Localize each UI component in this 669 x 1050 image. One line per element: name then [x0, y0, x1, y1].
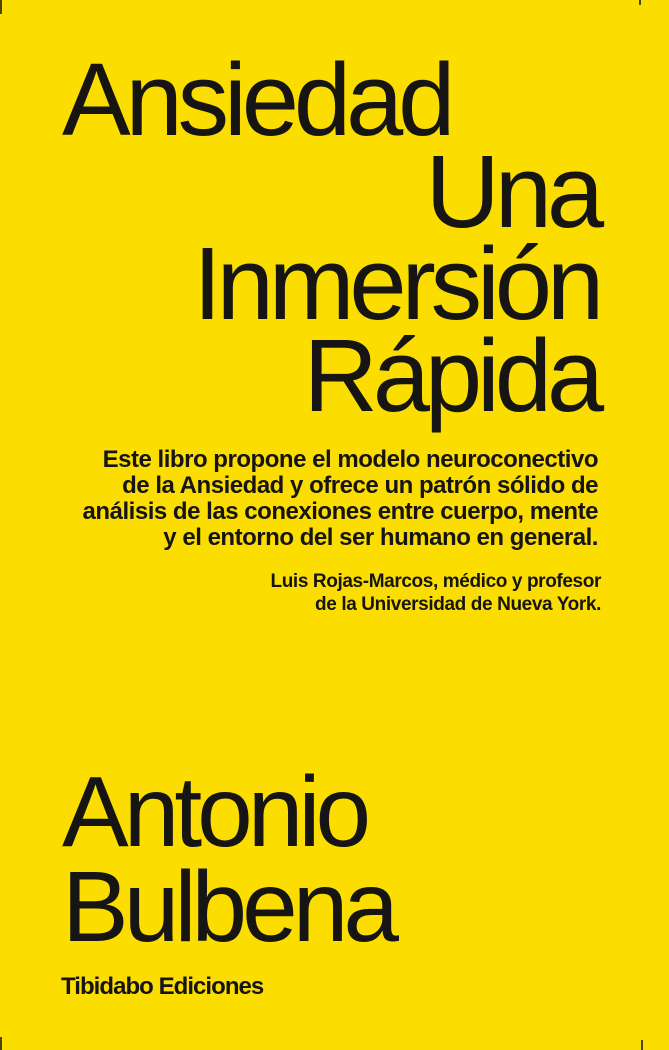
book-title [62, 42, 599, 433]
publisher-name: Tibidabo Ediciones [61, 973, 264, 1000]
blurb-line: de la Ansiedad y ofrece un patrón sólido de [122, 472, 598, 499]
blurb-line: análisis de las conexiones entre cuerpo, mente [82, 498, 598, 525]
blurb-attribution [62, 570, 601, 616]
blurb-line: y el entorno del ser humano en general. [163, 524, 598, 551]
title-line-inmersion: Inmersión [193, 226, 599, 341]
title-line-rapida: Rápida [303, 318, 599, 433]
crop-mark-bottom-left [0, 1037, 2, 1050]
attribution-line: Luis Rojas-Marcos, médico y profesor [270, 571, 601, 592]
attribution-line: de la Universidad de Nueva York. [315, 594, 601, 615]
title-line-ansiedad: Ansiedad [62, 42, 451, 157]
crop-mark-bottom-right [641, 1040, 643, 1050]
blurb-paragraph [62, 447, 598, 551]
crop-mark-top-left [0, 0, 2, 14]
author-first-name: Antonio [62, 756, 367, 868]
author-last-name: Bulbena [62, 851, 394, 963]
blurb-line: Este libro propone el modelo neuroconectivo [102, 446, 598, 473]
author-name [62, 756, 599, 963]
title-line-una: Una [425, 134, 599, 249]
crop-mark-top-right [639, 0, 641, 5]
